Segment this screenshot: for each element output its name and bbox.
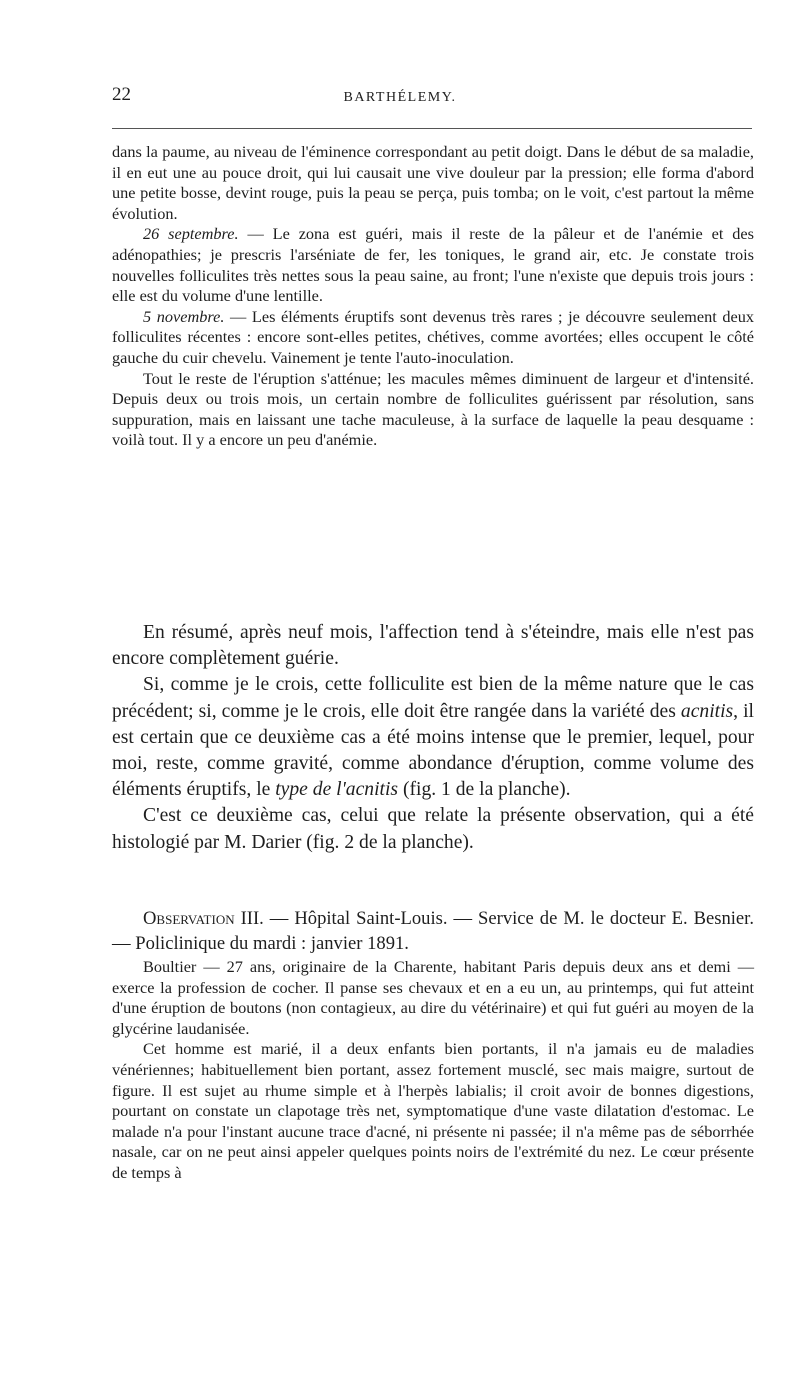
paragraph-text: — Le zona est guéri, mais il reste de la pâleur et de l'anémie et des adénopathies; je prescris l'arséniate de fer, les toniques, le grand air, etc. Je constate trois nouvelles folliculites très nettes sous la peau saine, au front; l'une n'existe que depuis trois jours : elle est du volume d'une lentille. — [112, 224, 754, 306]
paragraph-text: (fig. 1 de la planche). — [398, 779, 571, 801]
paragraph-eruption: Tout le reste de l'éruption s'atténue; les macules mêmes diminuent de largeur et d'intensité. Depuis deux ou trois mois, un certain nombre de folliculites guérissent par résolution, sans suppuration, mais en laissant une tache maculeuse, à la surface de laquelle la peau desquame : voilà tout. Il y a encore un peu d'anémie. — [112, 368, 754, 450]
case-notes-section — [112, 142, 754, 451]
italic-type-acnitis: type de l'acnitis — [275, 779, 399, 801]
observation-section — [112, 906, 754, 1184]
paragraph-continuation: dans la paume, au niveau de l'éminence correspondant au petit doigt. Dans le début de sa maladie, il en eut une au pouce droit, qui lui causait une vive douleur par la pression; elle forma d'abord une petite bosse, devint rouge, puis la peau se perça, puis tomba; on le voit, c'est partout la même évolution. — [112, 142, 754, 223]
italic-acnitis: acnitis — [680, 700, 734, 722]
paragraph-histology: C'est ce deuxième cas, celui que relate la présente observation, qui a été histologié par M. Darier (fig. 2 de la planche). — [112, 805, 754, 853]
page-number: 22 — [112, 84, 131, 105]
header-rule — [112, 128, 752, 129]
paragraph-text: , il est certain que ce deuxième cas a été moins intense que le premier, lequel, pour moi, reste, comme gravité, comme abondance d'éruption, comme volume des éléments éruptifs, le — [112, 700, 755, 801]
observation-title — [112, 906, 754, 956]
paragraph-patient: Boultier — 27 ans, originaire de la Charente, habitant Paris depuis deux ans et demi — exerce la profession de cocher. Il panse ses chevaux et en a eu un, au printemps, qui fut atteint d'une éruption de boutons (non contagieux, au dire du vétérinaire) et qui fut guéri au moyen de la glycérine laudanisée. — [112, 957, 754, 1038]
paragraph-comparison — [112, 672, 754, 803]
paragraph-text: Si, comme je le crois, cette folliculite est bien de la même nature que le cas précédent; si, comme je le crois, elle doit être rangée dans la variété des — [112, 674, 754, 722]
observation-label: Observation — [143, 908, 235, 929]
paragraph-text: — Les éléments éruptifs sont devenus très rares ; je découvre seulement deux folliculites récentes : encore sont-elles petites, chétives, comme avortées; elles occupent le côté gauche du cuir chevelu. Vainement je tente l'auto-inoculation. — [112, 306, 755, 367]
observation-title-text: III. — Hôpital Saint-Louis. — Service de M. le docteur E. Besnier. — Policlinique du mardi : janvier 1891. — [112, 908, 754, 954]
paragraph-5-novembre — [112, 307, 754, 369]
date-26-septembre: 26 septembre. — [143, 224, 239, 244]
summary-section — [112, 620, 754, 856]
paragraph-history: Cet homme est marié, il a deux enfants bien portants, il n'a jamais eu de maladies vénériennes; habituellement bien portant, assez fortement musclé, sec mais maigre, surtout de figure. Il est sujet au rhume simple et à l'herpès labialis; il croit avoir de bonnes digestions, pourtant on constate un clapotage très net, symptomatique d'une vaste dilatation d'estomac. Le malade n'a pour l'instant aucune trace d'acné, ni présente ni passée; il n'a même pas de séborrhée nasale, car on ne peut ainsi appeler quelques points noirs de l'extrémité du nez. Le cœur présente de temps à — [112, 1039, 754, 1182]
paragraph-26-septembre — [112, 224, 754, 306]
running-title: BARTHÉLEMY. — [343, 90, 457, 105]
date-5-novembre: 5 novembre. — [143, 306, 225, 326]
paragraph-resume: En résumé, après neuf mois, l'affection tend à s'éteindre, mais elle n'est pas encore complètement guérie. — [112, 622, 754, 670]
